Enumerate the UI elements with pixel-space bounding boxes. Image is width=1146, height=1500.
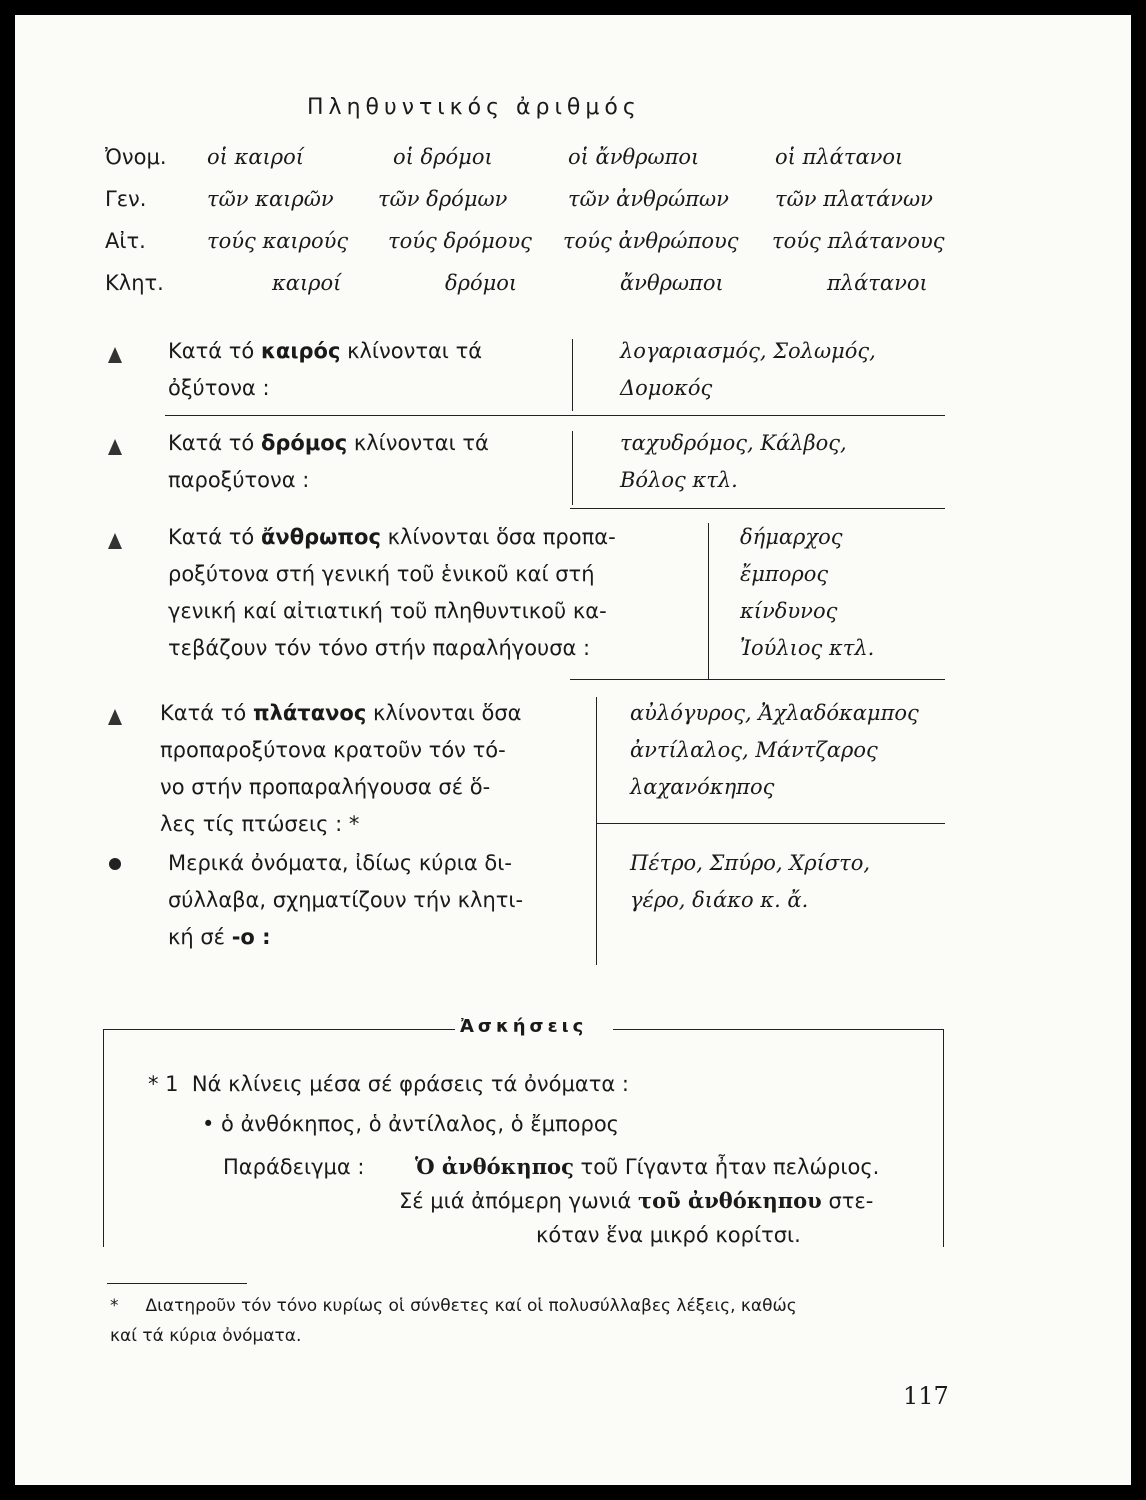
case-form: οἱ καιροί [207, 145, 304, 169]
triangle-marker-icon [108, 347, 122, 363]
rule-examples: αὐλόγυρος, Ἀχλαδόκαμπος ἀντίλαλος, Μάντζαρος λαχανόκηπος [630, 701, 919, 799]
divider [165, 415, 945, 416]
case-form: τῶν ἀνθρώπων [568, 187, 729, 211]
case-label: Κλητ. [105, 271, 164, 295]
triangle-marker-icon [108, 533, 122, 549]
rule-text: Κατά τό ἄνθρωπος κλίνονται ὅσα προπα- ροξύτονα στή γενική τοῦ ἑνικοῦ καί στή γενική καί αἰτιατική τοῦ πληθυντικοῦ κα- τεβάζουν τόν τόνο στήν παραλήγουσα : [168, 525, 616, 660]
bullet-dot-icon [109, 858, 121, 870]
rule-text: Μερικά ὀνόματα, ἰδίως κύρια δι- σύλλαβα, σχηματίζουν τήν κλητι- κή σέ -ο : [168, 851, 524, 949]
divider [570, 679, 945, 680]
case-label: Αἰτ. [105, 229, 146, 253]
heading-rule [613, 1029, 943, 1030]
footnote-rule [107, 1283, 247, 1284]
case-form: τούς ἀνθρώπους [563, 229, 739, 253]
column-divider [572, 339, 573, 411]
box-right-border [943, 1029, 944, 1247]
page-title: Πληθυντικός ἀριθμός [307, 95, 641, 120]
case-label: Ὀνομ. [105, 145, 167, 169]
box-top-left [103, 1029, 445, 1030]
rule-examples: Πέτρο, Σπύρο, Χρίστο, γέρο, διάκο κ. ἄ. [630, 851, 871, 912]
example-sentence-1: Ὁ ἀνθόκηπος τοῦ Γίγαντα ἦταν πελώριος. [415, 1154, 880, 1179]
case-form: οἱ πλάτανοι [775, 145, 904, 169]
column-divider [708, 523, 709, 679]
case-form: οἱ δρόμοι [393, 145, 493, 169]
case-form: πλάτανοι [827, 271, 928, 295]
case-form: τῶν καιρῶν [207, 187, 334, 211]
case-form: ἄνθρωποι [620, 271, 724, 295]
exercise-task: * 1 Νά κλίνεις μέσα σέ φράσεις τά ὀνόματα : [148, 1072, 629, 1096]
rule-examples: λογαριασμός, Σολωμός, Δομοκός [620, 339, 876, 400]
column-divider [596, 697, 597, 965]
case-form: τούς δρόμους [388, 229, 532, 253]
case-form: τούς πλάτανους [772, 229, 945, 253]
example-sentence-3: κόταν ἕνα μικρό κορίτσι. [536, 1223, 801, 1247]
page-number: 117 [903, 1382, 949, 1410]
page [15, 15, 1131, 1485]
rule-examples: δήμαρχος ἔμπορος κίνδυνος Ἰούλιος κτλ. [740, 525, 875, 660]
rule-examples: ταχυδρόμος, Κάλβος, Βόλος κτλ. [620, 431, 847, 492]
rule-text: Κατά τό πλάτανος κλίνονται ὅσα προπαροξύτονα κρατοῦν τόν τό- νο στήν προπαραλήγουσα σέ ὅ- λες τίς πτώσεις : * [160, 701, 522, 836]
divider [570, 508, 945, 509]
example-label: Παράδειγμα : [223, 1155, 365, 1179]
case-form: οἱ ἄνθρωποι [568, 145, 700, 169]
rule-text: Κατά τό δρόμος κλίνονται τά παροξύτονα : [168, 431, 489, 492]
case-form: δρόμοι [445, 271, 518, 295]
divider [596, 823, 945, 824]
exercise-words: • ὁ ἀνθόκηπος, ὁ ἀντίλαλος, ὁ ἔμπορος [202, 1112, 620, 1136]
case-form: τούς καιρούς [207, 229, 349, 253]
box-left-border [103, 1029, 104, 1247]
case-form: τῶν πλατάνων [775, 187, 933, 211]
column-divider [572, 431, 573, 505]
exercises-heading: Ἀσκήσεις [460, 1016, 588, 1037]
triangle-marker-icon [108, 439, 122, 455]
example-sentence-2: Σέ μιά ἀπόμερη γωνιά τοῦ ἀνθόκηπου στε- [399, 1188, 874, 1213]
case-form: τῶν δρόμων [378, 187, 508, 211]
case-form: καιροί [272, 271, 342, 295]
case-label: Γεν. [105, 187, 147, 211]
heading-dash [445, 1029, 455, 1030]
triangle-marker-icon [108, 709, 122, 725]
footnote: * Διατηροῦν τόν τόνο κυρίως οἱ σύνθετες καί οἱ πολυσύλλαβες λέξεις, καθώς καί τά κύρια ὀνόματα. [110, 1296, 797, 1346]
rule-text: Κατά τό καιρός κλίνονται τά ὀξύτονα : [168, 339, 483, 400]
